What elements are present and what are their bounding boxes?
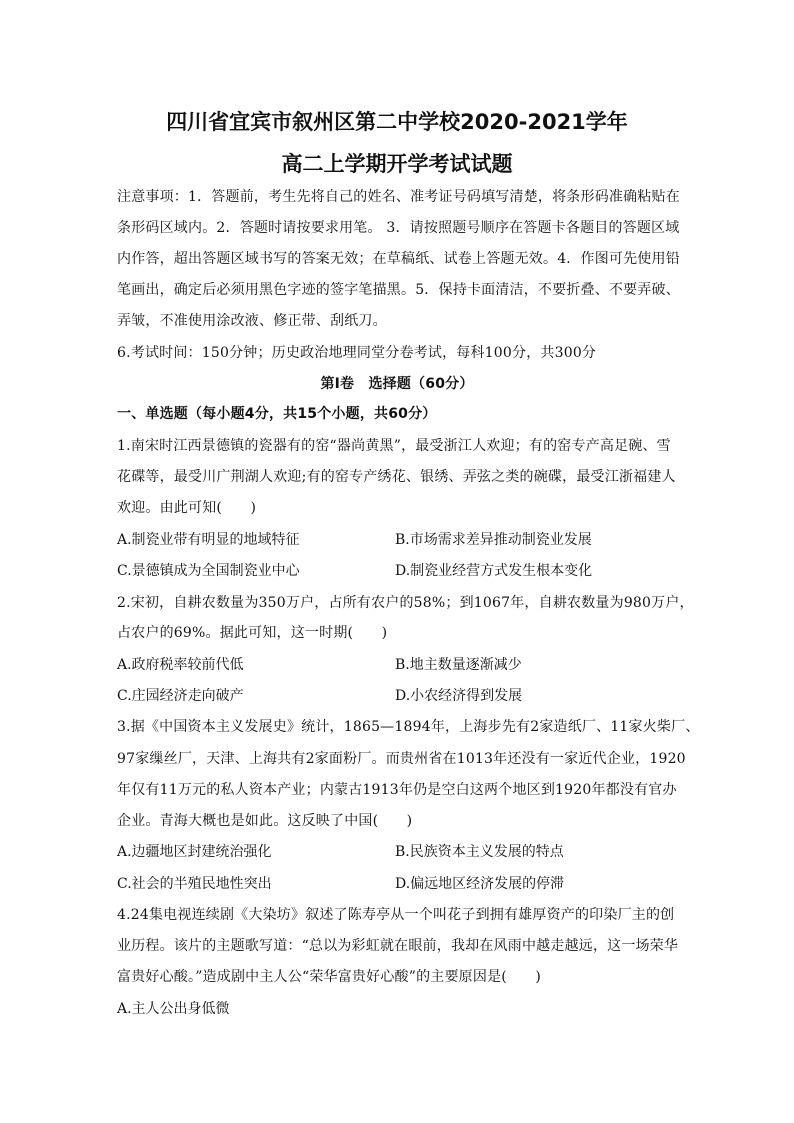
question-4-stem: 业历程。该片的主题歌写道：“总以为彩虹就在眼前，我却在风雨中越走越远，这一场荣华 (117, 938, 679, 954)
question-2-option-a: A.政府税率较前代低 (117, 657, 244, 673)
notice-line: 注意事项：1．答题前，考生先将自己的姓名、准考证号码填写清楚，将条形码准确粘贴在 (117, 189, 680, 205)
question-3-stem: 3.据《中国资本主义发展史》统计，1865—1894年，上海步先有2家造纸厂、11家火柴厂、 (117, 719, 700, 735)
exam-title-line2: 高二上学期开学考试试题 (281, 152, 513, 176)
question-3-stem: 企业。青海大概也是如此。这反映了中国( ) (117, 813, 413, 829)
question-2-stem: 占农户的69%。据此可知，这一时期( ) (117, 625, 388, 641)
question-2-option-b: B.地主数量逐渐减少 (395, 657, 522, 673)
question-3-option-d: D.偏远地区经济发展的停滞 (395, 876, 565, 892)
question-3-stem: 年仅有11万元的私人资本产业；内蒙古1913年仍是空白这两个地区到1920年都没有官办 (117, 782, 677, 798)
question-1-option-c: C.景德镇成为全国制瓷业中心 (117, 563, 300, 579)
volume-heading: 第Ⅰ卷 选择题（60分） (320, 376, 474, 392)
question-1-option-a: A.制瓷业带有明显的地域特征 (117, 532, 300, 548)
question-1-option-b: B.市场需求差异推动制瓷业发展 (395, 532, 592, 548)
question-4-stem: 4.24集电视连续剧《大染坊》叙述了陈寿亭从一个叫花子到拥有雄厚资产的印染厂主的创 (117, 907, 675, 923)
question-4-option-a: A.主人公出身低微 (117, 1001, 230, 1017)
question-3-stem: 97家缫丝厂，天津、上海共有2家面粉厂。而贵州省在1013年还没有一家近代企业，1920 (117, 751, 686, 767)
notice-line: 内作答，超出答题区域书写的答案无效；在草稿纸、试卷上答题无效。4．作图可先使用铅 (117, 251, 680, 267)
question-1-stem: 欢迎。由此可知( ) (117, 500, 257, 516)
question-2-stem: 2.宋初，自耕农数量为350万户，占所有农户的58%；到1067年，自耕农数量为980万户， (117, 595, 694, 611)
notice-line: 弄皱，不准使用涂改液、修正带、刮纸刀。 (117, 313, 387, 329)
question-1-stem: 花碟等，最受川广荆湖人欢迎;有的窑专产绣花、银绣、弄弦之类的碗碟，最受江浙福建人 (117, 469, 676, 485)
notice-line: 条形码区域内。2．答题时请按要求用笔。 3．请按照题号顺序在答题卡各题目的答题区域 (117, 220, 680, 236)
question-3-option-a: A.边疆地区封建统治强化 (117, 844, 272, 860)
question-4-stem: 富贵好心酸。”造成剧中主人公“荣华富贵好心酸”的主要原因是( ) (117, 969, 541, 985)
question-2-option-c: C.庄园经济走向破产 (117, 688, 244, 704)
question-3-option-b: B.民族资本主义发展的特点 (395, 844, 564, 860)
notice-line: 笔画出，确定后必须用黑色字迹的签字笔描黑。5．保持卡面清洁，不要折叠、不要弄破、 (117, 282, 680, 298)
question-3-option-c: C.社会的半殖民地性突出 (117, 876, 272, 892)
question-1-stem: 1.南宋时江西景德镇的瓷器有的窑“器尚黄黑”，最受浙江人欢迎；有的窑专产高足碗、雪 (117, 438, 671, 454)
question-1-option-d: D.制瓷业经营方式发生根本变化 (395, 563, 593, 579)
exam-time-note: 6.考试时间：150分钟；历史政治地理同堂分卷考试，每科100分，共300分 (117, 345, 597, 361)
exam-title-line1: 四川省宜宾市叙州区第二中学校2020-2021学年 (166, 110, 628, 134)
section-heading: 一、单选题（每小题4分，共15个小题，共60分） (117, 406, 437, 422)
question-2-option-d: D.小农经济得到发展 (395, 688, 523, 704)
